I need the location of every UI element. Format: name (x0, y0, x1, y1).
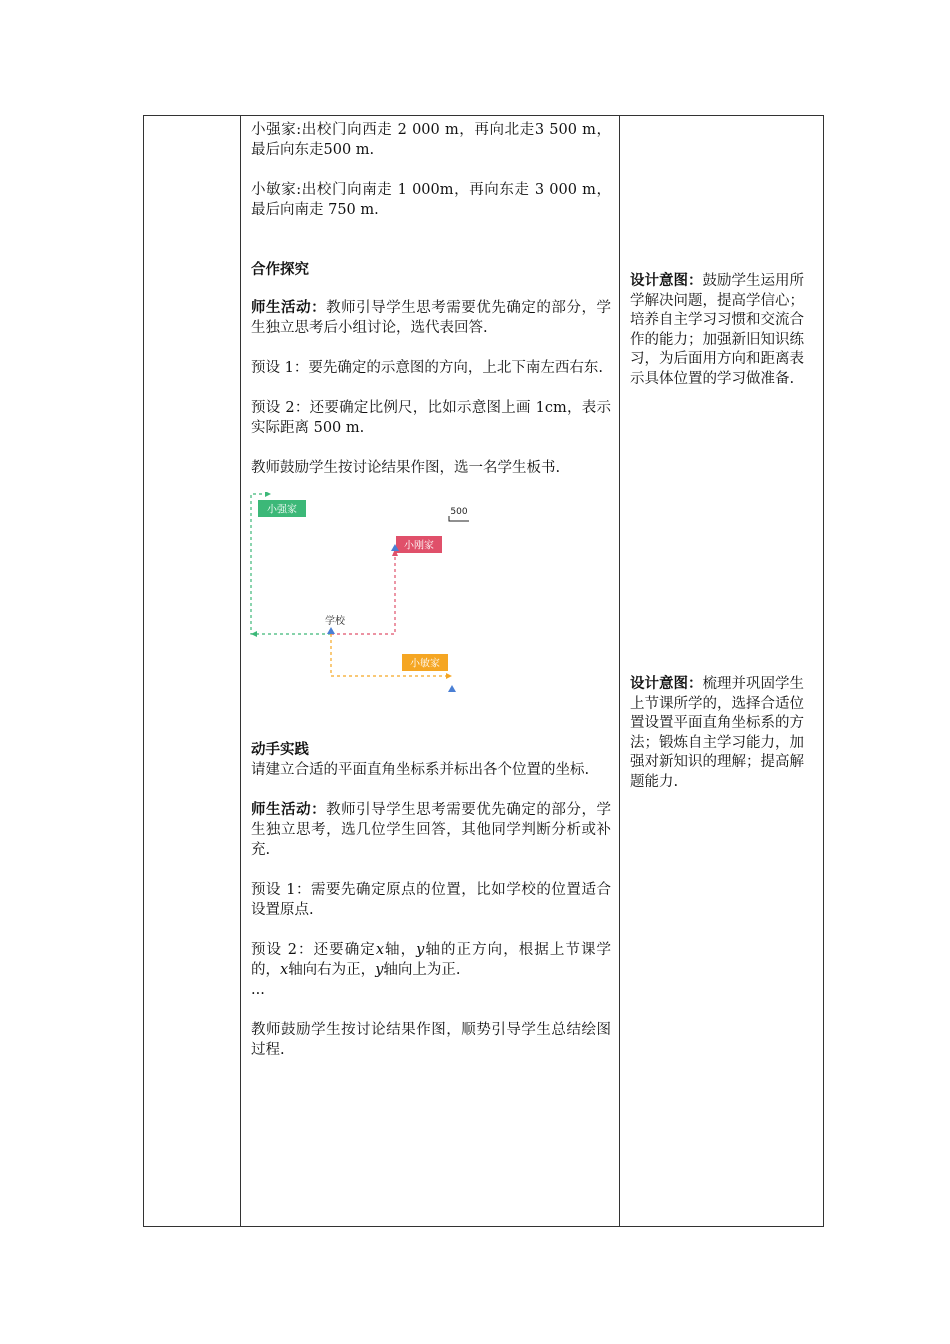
teacher-activity-text-2: 教师引导学生思考需要优先确定的部分，学生独立思考，选几位学生回答，其他同学判断分析或补充. (251, 802, 611, 858)
min-marker-icon (448, 685, 456, 692)
preset-4-part-b: 轴， (384, 942, 417, 958)
route-min-text: 小敏家:出校门向南走 1 000m，再向东走 3 000 m，最后向南走 750 m. (251, 182, 611, 218)
lesson-table (143, 115, 824, 1227)
column-divider-left (240, 116, 241, 1226)
column-divider-right (619, 116, 620, 1226)
preset-4-part-d: 轴向右为正， (288, 962, 376, 978)
route-qiang-text: 小强家:出校门向西走 2 000 m，再向北走3 500 m，最后向东走500 m. (251, 122, 611, 158)
practice-section (251, 740, 611, 1080)
design-intent-1 (630, 272, 818, 389)
preset-4-y-var: y (416, 942, 425, 958)
preset-4-part-a: 预设 2：还要确定 (251, 942, 376, 958)
activity-column (251, 120, 611, 498)
route-min-arrow (446, 673, 452, 679)
teacher-activity-2 (251, 800, 611, 860)
scale-label: 500 (450, 507, 468, 517)
teacher-activity-text: 教师引导学生思考需要优先确定的部分，学生独立思考后小组讨论，选代表回答. (251, 300, 611, 336)
summary-instruction-text: 教师鼓励学生按讨论结果作图，顺势引导学生总结绘图过程. (251, 1022, 611, 1058)
design-intent-label-2: 设计意图： (630, 676, 703, 692)
teacher-activity-label-2: 师生活动： (251, 802, 327, 818)
design-intent-2 (630, 675, 818, 792)
teacher-activity-label: 师生活动： (251, 300, 327, 316)
home-gang-label: 小刚家 (404, 540, 434, 552)
home-qiang-label: 小强家 (267, 504, 297, 516)
design-intent-label-1: 设计意图： (630, 273, 703, 289)
preset-4-part-e: 轴向上为正. (383, 962, 461, 978)
teacher-activity-1 (251, 298, 611, 338)
board-instruction-text: 教师鼓励学生按讨论结果作图，选一名学生板书. (251, 460, 561, 476)
route-qiang-arrow-east (265, 492, 271, 497)
home-min-label: 小敏家 (410, 658, 440, 670)
preset-4-x-var: x (375, 942, 384, 958)
preset-1-text: 预设 1：要先确定的示意图的方向，上北下南左西右东. (251, 360, 603, 376)
design-intent-text-2: 梳理并巩固学生上节课所学的，选择合适位置设置平面直角坐标系的方法；锻炼自主学习能力，加强对新知识的理解；提高解题能力. (630, 676, 804, 790)
preset-3-text: 预设 1：需要先确定原点的位置，比如学校的位置适合设置原点. (251, 882, 611, 918)
school-marker-icon (327, 627, 335, 634)
route-qiang-arrow-west (251, 631, 257, 637)
preset-2-text: 预设 2：还要确定比例尺，比如示意图上画 1cm，表示实际距离 500 m. (251, 400, 611, 436)
design-intent-text-1: 鼓励学生运用所学解决问题，提高学信心；培养自主学习习惯和交流合作的能力；加强新旧知识练习，为后面用方向和距离表示具体位置的学习做准备. (630, 273, 804, 387)
section-heading-cooperate: 合作探究 (251, 262, 309, 278)
route-diagram (249, 492, 469, 702)
preset-4-y-var-2: y (375, 962, 384, 978)
preset-4-part-c: 轴的正方向，根据上节课学的， (251, 942, 612, 978)
section-heading-practice: 动手实践 (251, 742, 309, 758)
ellipsis-text: ... (251, 982, 265, 998)
school-label: 学校 (325, 616, 345, 627)
preset-4-x-var-2: x (280, 962, 289, 978)
preset-4-text (251, 940, 611, 980)
practice-task-text: 请建立合适的平面直角坐标系并标出各个位置的坐标. (251, 762, 590, 778)
